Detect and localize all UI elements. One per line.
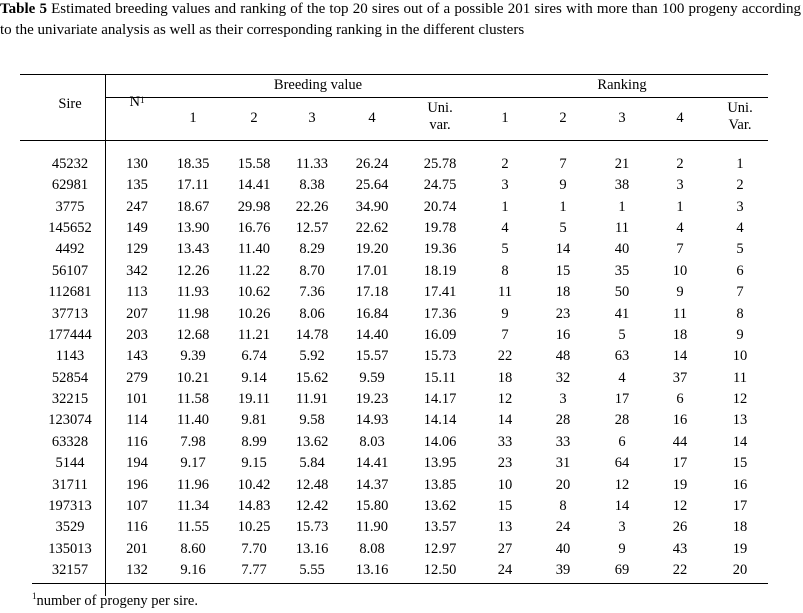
table-cell: 14.14 <box>423 412 457 429</box>
table-cell: 247 <box>126 198 148 215</box>
table-cell: 35 <box>614 262 630 279</box>
table-cell: 13.57 <box>423 519 457 536</box>
table-cell: 24 <box>497 562 513 579</box>
table-cell: 3 <box>736 198 744 215</box>
table-cell: 14.41 <box>355 455 389 472</box>
group-rule <box>105 97 768 98</box>
table-cell: 18.67 <box>176 198 210 215</box>
table-cell: 135013 <box>48 540 92 557</box>
table-cell: 5 <box>618 326 626 343</box>
table-cell: 17.01 <box>355 262 389 279</box>
table-cell: 7 <box>676 241 684 258</box>
table-cell: 17.18 <box>355 284 389 301</box>
header-bv-1: 1 <box>189 110 197 126</box>
table-cell: 8.29 <box>299 241 325 258</box>
table-cell: 13.16 <box>355 562 389 579</box>
table-cell: 7.98 <box>180 433 206 450</box>
table-cell: 18 <box>732 519 748 536</box>
table-cell: 22.62 <box>355 220 389 237</box>
table-cell: 28 <box>614 412 630 429</box>
table-cell: 3 <box>559 391 567 408</box>
table-cell: 12.68 <box>176 326 210 343</box>
footnote <box>32 593 198 610</box>
table-cell: 8 <box>559 497 567 514</box>
table-cell: 132 <box>126 562 148 579</box>
table-cell: 197313 <box>48 497 92 514</box>
table-cell: 40 <box>614 241 630 258</box>
table-cell: 12.97 <box>423 540 457 557</box>
header-bv-4: 4 <box>368 110 376 126</box>
table-cell: 14.40 <box>355 326 389 343</box>
table-cell: 101 <box>126 391 148 408</box>
table-cell: 6 <box>736 262 744 279</box>
table-cell: 25.64 <box>355 177 389 194</box>
table-cell: 3 <box>676 177 684 194</box>
table-cell: 9 <box>559 177 567 194</box>
table-cell: 15 <box>732 455 748 472</box>
table-cell: 201 <box>126 540 148 557</box>
table-cell: 1 <box>501 198 509 215</box>
table-cell: 4 <box>501 220 509 237</box>
footnote-text: number of progeny per sire. <box>36 593 198 609</box>
table-cell: 18 <box>497 369 513 386</box>
table-caption <box>0 0 801 41</box>
table-cell: 13.16 <box>295 540 329 557</box>
table-cell: 4 <box>618 369 626 386</box>
table-cell: 17.11 <box>176 177 210 194</box>
table-cell: 5.55 <box>299 562 325 579</box>
table-cell: 13.62 <box>295 433 329 450</box>
table-cell: 5 <box>559 220 567 237</box>
table-cell: 135 <box>126 177 148 194</box>
table-cell: 28 <box>555 412 571 429</box>
table-cell: 20.74 <box>423 198 457 215</box>
table-cell: 10.26 <box>237 305 271 322</box>
table-cell: 17.41 <box>423 284 457 301</box>
table-cell: 34.90 <box>355 198 389 215</box>
table-cell: 44 <box>672 433 688 450</box>
table-cell: 29.98 <box>237 198 271 215</box>
table-cell: 9 <box>501 305 509 322</box>
table-cell: 114 <box>126 412 148 429</box>
table-cell: 19.23 <box>355 391 389 408</box>
table-cell: 11.93 <box>176 284 210 301</box>
table-cell: 3529 <box>55 519 85 536</box>
table-cell: 39 <box>555 562 571 579</box>
table-cell: 37 <box>672 369 688 386</box>
table-cell: 7 <box>736 284 744 301</box>
header-rank-1: 1 <box>501 110 509 126</box>
table-cell: 12.57 <box>295 220 329 237</box>
table-cell: 15.57 <box>355 348 389 365</box>
table-cell: 11.96 <box>176 476 210 493</box>
table-cell: 14 <box>614 497 630 514</box>
table-cell: 11 <box>673 305 687 322</box>
table-cell: 116 <box>126 433 148 450</box>
table-cell: 15.80 <box>355 497 389 514</box>
table-cell: 13.90 <box>176 220 210 237</box>
table-cell: 9 <box>736 326 744 343</box>
table-cell: 11.91 <box>295 391 329 408</box>
table-cell: 43 <box>672 540 688 557</box>
table-cell: 15.73 <box>423 348 457 365</box>
table-cell: 48 <box>555 348 571 365</box>
table-cell: 7 <box>559 156 567 172</box>
table-cell: 12 <box>732 391 748 408</box>
table-cell: 1 <box>559 198 567 215</box>
table-cell: 12 <box>614 476 630 493</box>
table-cell: 17 <box>614 391 630 408</box>
table-cell: 12.50 <box>423 562 457 579</box>
table-cell: 13.62 <box>423 497 457 514</box>
table-cell: 11.55 <box>176 519 210 536</box>
table-cell: 14.93 <box>355 412 389 429</box>
table-cell: 10 <box>732 348 748 365</box>
table-cell: 149 <box>126 220 148 237</box>
table-cell: 177444 <box>48 326 92 343</box>
table-cell: 9.15 <box>241 455 267 472</box>
table-cell: 33 <box>555 433 571 450</box>
table-cell: 11.98 <box>176 305 210 322</box>
table-cell: 196 <box>126 476 148 493</box>
table-cell: 2 <box>501 156 509 172</box>
table-cell: 12 <box>497 391 513 408</box>
table-cell: 11.40 <box>237 241 271 258</box>
table-cell: 7.36 <box>299 284 325 301</box>
table-cell: 13 <box>497 519 513 536</box>
table-cell: 1143 <box>55 348 85 365</box>
header-breeding-value: Breeding value <box>273 77 363 93</box>
table-cell: 19.78 <box>423 220 457 237</box>
table-cell: 7.77 <box>241 562 267 579</box>
table-cell: 14.06 <box>423 433 457 450</box>
header-rank-5: Uni. Var. <box>727 100 753 133</box>
caption-text: Estimated breeding values and ranking of the top 20 sires out of a possible 201 sires with more than 100 progeny according to the univariate analysis as well as their corresponding ranking in the different clusters <box>0 1 801 38</box>
table-cell: 38 <box>614 177 630 194</box>
table-cell: 31711 <box>52 476 88 493</box>
table-cell: 1 <box>676 198 684 215</box>
header-rank-3: 3 <box>618 110 626 126</box>
table-cell: 12 <box>672 497 688 514</box>
table-cell: 10.42 <box>237 476 271 493</box>
table-cell: 9.16 <box>180 562 206 579</box>
table-cell: 18 <box>555 284 571 301</box>
table-cell: 17.36 <box>423 305 457 322</box>
table-cell: 62981 <box>51 177 89 194</box>
table-cell: 10.62 <box>237 284 271 301</box>
table-cell: 8.06 <box>299 305 325 322</box>
table-cell: 17 <box>732 497 748 514</box>
table-cell: 11.22 <box>237 262 271 279</box>
table-cell: 22.26 <box>295 198 329 215</box>
table-cell: 15 <box>497 497 513 514</box>
table-cell: 145652 <box>48 220 92 237</box>
table-cell: 130 <box>126 156 148 172</box>
table-cell: 12.42 <box>295 497 329 514</box>
table-cell: 25.78 <box>423 156 457 172</box>
table-cell: 6.74 <box>241 348 267 365</box>
table-cell: 13.43 <box>176 241 210 258</box>
table-cell: 6 <box>676 391 684 408</box>
table-cell: 31 <box>555 455 571 472</box>
table-cell: 14.83 <box>237 497 271 514</box>
table-cell: 2 <box>676 156 684 172</box>
table-cell: 207 <box>126 305 148 322</box>
table-cell: 26.24 <box>355 156 389 172</box>
table-cell: 33 <box>497 433 513 450</box>
table-cell: 13 <box>732 412 748 429</box>
table-cell: 113 <box>126 284 148 301</box>
table-cell: 3 <box>501 177 509 194</box>
table-cell: 64 <box>614 455 630 472</box>
table-cell: 23 <box>555 305 571 322</box>
table-cell: 18.19 <box>423 262 457 279</box>
table-cell: 116 <box>126 519 148 536</box>
table-cell: 16.09 <box>423 326 457 343</box>
table-cell: 143 <box>126 348 148 365</box>
header-n-sup: 1 <box>139 95 145 105</box>
table-cell: 129 <box>126 241 148 258</box>
table-cell: 11.40 <box>176 412 210 429</box>
table-cell: 8.03 <box>359 433 385 450</box>
table-cell: 16 <box>672 412 688 429</box>
table-cell: 14 <box>672 348 688 365</box>
table-cell: 69 <box>614 562 630 579</box>
table-cell: 24.75 <box>423 177 457 194</box>
table-cell: 17 <box>672 455 688 472</box>
header-ranking: Ranking <box>597 77 647 93</box>
table-cell: 10 <box>497 476 513 493</box>
table-cell: 26 <box>672 519 688 536</box>
header-n <box>130 94 145 111</box>
header-bv-5: Uni. var. <box>427 100 453 133</box>
table-cell: 11.58 <box>176 391 210 408</box>
table-cell: 1 <box>618 198 626 215</box>
table-cell: 45232 <box>51 156 89 172</box>
table-cell: 23 <box>497 455 513 472</box>
table-cell: 8.99 <box>241 433 267 450</box>
table-cell: 63 <box>614 348 630 365</box>
table-cell: 279 <box>126 369 148 386</box>
footnote-sup: 1 <box>32 591 37 601</box>
table-cell: 19 <box>732 540 748 557</box>
table-cell: 203 <box>126 326 148 343</box>
table-cell: 9 <box>676 284 684 301</box>
table-cell: 5 <box>501 241 509 258</box>
table-cell: 5.84 <box>299 455 325 472</box>
table-cell: 8.08 <box>359 540 385 557</box>
table-cell: 1 <box>736 156 744 172</box>
table-cell: 9.17 <box>180 455 206 472</box>
table-cell: 2 <box>736 177 744 194</box>
table-cell: 12.26 <box>176 262 210 279</box>
header-sire: Sire <box>58 96 82 112</box>
table-cell: 342 <box>126 262 148 279</box>
table-cell: 9.14 <box>241 369 267 386</box>
header-n-label: N <box>129 94 140 110</box>
table-cell: 50 <box>614 284 630 301</box>
table-cell: 11.33 <box>295 156 329 172</box>
table-cell: 16 <box>555 326 571 343</box>
table-cell: 14 <box>732 433 748 450</box>
table-cell: 22 <box>497 348 513 365</box>
top-rule <box>20 74 768 75</box>
table-cell: 41 <box>614 305 630 322</box>
table-cell: 15.58 <box>237 156 271 172</box>
table-cell: 52854 <box>51 369 89 386</box>
table-cell: 4492 <box>55 241 85 258</box>
table-cell: 19.36 <box>423 241 457 258</box>
table-cell: 63328 <box>51 433 89 450</box>
table-cell: 4 <box>676 220 684 237</box>
table-cell: 32215 <box>51 391 89 408</box>
table-cell: 10 <box>672 262 688 279</box>
table-cell: 9.39 <box>180 348 206 365</box>
table-cell: 14.17 <box>423 391 457 408</box>
table-cell: 8 <box>501 262 509 279</box>
table-cell: 56107 <box>51 262 89 279</box>
table-cell: 7.70 <box>241 540 267 557</box>
header-rank-4: 4 <box>676 110 684 126</box>
sire-divider <box>105 74 106 596</box>
table-cell: 20 <box>555 476 571 493</box>
table-cell: 13.85 <box>423 476 457 493</box>
table-cell: 5 <box>736 241 744 258</box>
table-cell: 6 <box>618 433 626 450</box>
table-cell: 11.90 <box>355 519 389 536</box>
header-bv-3: 3 <box>308 110 316 126</box>
table-cell: 14 <box>497 412 513 429</box>
table-cell: 37713 <box>51 305 89 322</box>
table-cell: 3775 <box>55 198 85 215</box>
table-cell: 16.84 <box>355 305 389 322</box>
table-cell: 14 <box>555 241 571 258</box>
table-cell: 32 <box>555 369 571 386</box>
table-cell: 9.58 <box>299 412 325 429</box>
table-cell: 10.21 <box>176 369 210 386</box>
header-bv-2: 2 <box>250 110 258 126</box>
table-cell: 107 <box>126 497 148 514</box>
table-cell: 11 <box>615 220 629 237</box>
table-cell: 9.59 <box>359 369 385 386</box>
header-rank-2: 2 <box>559 110 567 126</box>
table-cell: 19.20 <box>355 241 389 258</box>
table-cell: 4 <box>736 220 744 237</box>
table-cell: 123074 <box>48 412 92 429</box>
table-cell: 9 <box>618 540 626 557</box>
table-cell: 8 <box>736 305 744 322</box>
table-cell: 11.34 <box>176 497 210 514</box>
table-cell: 11.21 <box>237 326 271 343</box>
table-cell: 13.95 <box>423 455 457 472</box>
table-cell: 11 <box>733 369 747 386</box>
table-cell: 15 <box>555 262 571 279</box>
table-cell: 8.70 <box>299 262 325 279</box>
table-cell: 22 <box>672 562 688 579</box>
table-cell: 16 <box>732 476 748 493</box>
table-cell: 3 <box>618 519 626 536</box>
table-cell: 112681 <box>48 284 92 301</box>
table-label: Table 5 <box>0 1 47 17</box>
table-cell: 8.38 <box>299 177 325 194</box>
header-rule <box>20 140 768 141</box>
table-cell: 32157 <box>51 562 89 579</box>
bottom-rule <box>32 583 768 584</box>
table-cell: 20 <box>732 562 748 579</box>
table-cell: 9.81 <box>241 412 267 429</box>
table-cell: 15.62 <box>295 369 329 386</box>
table-cell: 14.41 <box>237 177 271 194</box>
table-cell: 21 <box>614 156 630 172</box>
table-cell: 15.73 <box>295 519 329 536</box>
table-cell: 18 <box>672 326 688 343</box>
table-cell: 14.78 <box>295 326 329 343</box>
table-cell: 5.92 <box>299 348 325 365</box>
table-cell: 16.76 <box>237 220 271 237</box>
table-cell: 11 <box>498 284 512 301</box>
table-cell: 24 <box>555 519 571 536</box>
table-cell: 19 <box>672 476 688 493</box>
table-cell: 8.60 <box>180 540 206 557</box>
table-cell: 40 <box>555 540 571 557</box>
table-cell: 27 <box>497 540 513 557</box>
table-cell: 12.48 <box>295 476 329 493</box>
table-cell: 194 <box>126 455 148 472</box>
table-cell: 19.11 <box>237 391 271 408</box>
table-cell: 14.37 <box>355 476 389 493</box>
table-cell: 18.35 <box>176 156 210 172</box>
table-cell: 10.25 <box>237 519 271 536</box>
table-cell: 7 <box>501 326 509 343</box>
table-cell: 15.11 <box>423 369 457 386</box>
table-cell: 5144 <box>55 455 85 472</box>
